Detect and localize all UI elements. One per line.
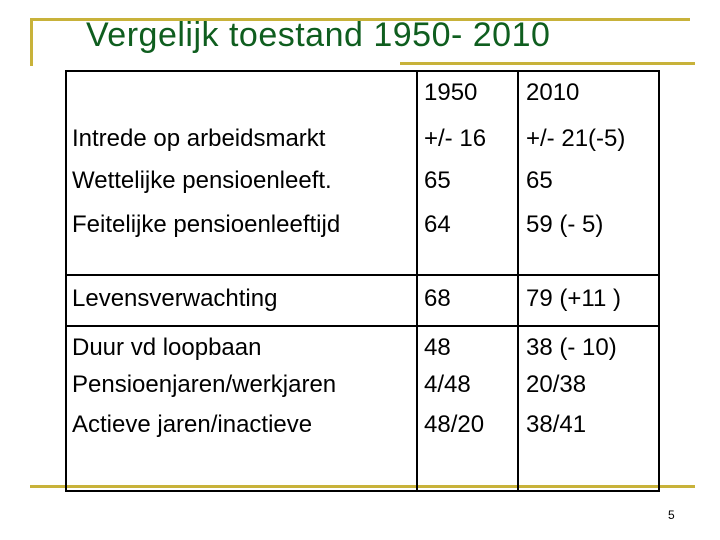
row-value-2010: 59 (- 5)	[526, 211, 604, 238]
header-1950: 1950	[424, 79, 478, 106]
row-value-2010: 38/41	[526, 411, 587, 438]
column-divider-1	[416, 70, 418, 492]
row-label: Pensioenjaren/werkjaren	[72, 371, 337, 398]
row-value-1950: 64	[424, 211, 451, 238]
page-number: 5	[668, 508, 675, 522]
row-label: Intrede op arbeidsmarkt	[72, 125, 326, 152]
row-divider-1	[65, 274, 660, 276]
accent-line-top-right	[400, 62, 695, 65]
row-value-1950: 48/20	[424, 411, 485, 438]
slide-title: Vergelijk toestand 1950- 2010	[86, 16, 551, 54]
header-2010: 2010	[526, 79, 580, 106]
row-value-2010: +/- 21(-5)	[526, 125, 626, 152]
row-divider-2	[65, 325, 660, 327]
row-value-1950: 4/48	[424, 371, 471, 398]
row-value-2010: 79 (+11 )	[526, 285, 621, 312]
row-value-2010: 38 (- 10)	[526, 334, 617, 361]
accent-line-vertical	[30, 18, 33, 66]
row-label: Wettelijke pensioenleeft.	[72, 167, 332, 194]
row-value-1950: +/- 16	[424, 125, 487, 152]
row-value-2010: 20/38	[526, 371, 587, 398]
row-value-1950: 65	[424, 167, 451, 194]
row-label: Duur vd loopbaan	[72, 334, 262, 361]
row-label: Feitelijke pensioenleeftijd	[72, 211, 341, 238]
row-value-1950: 68	[424, 285, 451, 312]
row-label: Levensverwachting	[72, 285, 278, 312]
row-value-2010: 65	[526, 167, 553, 194]
row-label: Actieve jaren/inactieve	[72, 411, 313, 438]
column-divider-2	[517, 70, 519, 492]
row-value-1950: 48	[424, 334, 451, 361]
